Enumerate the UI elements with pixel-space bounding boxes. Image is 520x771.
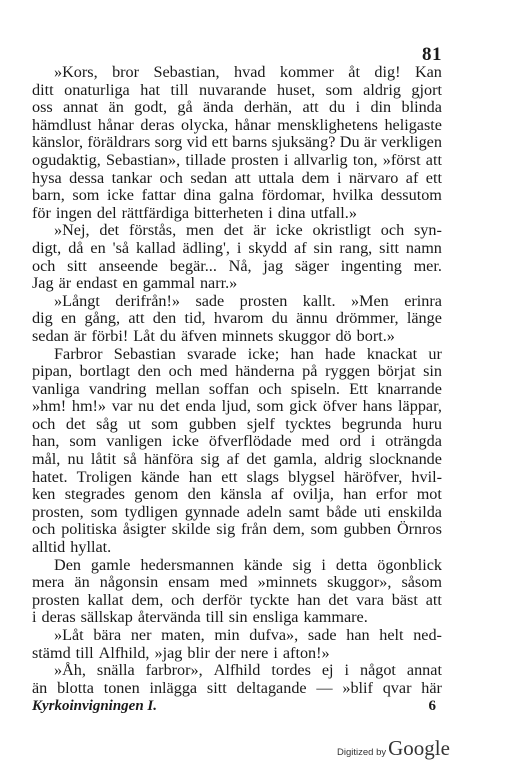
text-line: »hm! hm!» var nu det enda ljud, som gick öfver hans läppar, [32,397,442,416]
text-line: ogudaktig, Sebastian», tillade prosten i allvarlig ton, »först att [32,150,442,169]
text-line: hatet. Troligen kände han ett slags blygsel häröfver, hvil- [32,467,442,486]
text-line: »Nej, det förstås, men det är icke okristligt och syn- [54,221,442,240]
text-line: hämdlust hånar deras olycka, hånar mensklighetens heligaste [32,115,442,134]
body-text [32,64,442,697]
text-line: och sitt anseende begär... Nå, jag säger ingenting mer. [32,256,442,275]
text-line: än blotta tonen inlägga sitt deltagande — »blif qvar här [32,678,442,697]
text-line: prosten, som tydligen gynnade adeln samt både uti enskilda [32,502,442,521]
text-line: alltid hyllat. [32,538,112,557]
text-line: och politiska åsigter skilde sig från dem, som gubben Örnros [32,520,442,539]
text-line: »Kors, bror Sebastian, hvad kommer åt dig! Kan [54,63,442,81]
text-line: mera än någonsin ensam med »minnets skuggor», såsom [32,573,442,592]
text-line: dig en gång, att den tid, hvarom du ännu drömmer, länge [32,309,442,328]
text-line: mål, nu låtit så hänföra sig af det gamla, aldrig slocknande [32,450,442,469]
watermark-prefix: Digitized by [337,747,387,758]
text-line: stämd till Alfhild, »jag blir der nere i afton!» [32,643,330,662]
text-line: oss annat än godt, gå ända derhän, att du i din blinda [32,98,442,117]
text-line: pipan, bortlagt den och med händerna på ryggen börjat sin [32,362,442,381]
footer [32,698,442,715]
text-line: prosten kallat dem, och derför tyckte han det vara bäst att [32,590,442,609]
text-line: digt, då en 'så kallad ädling', i skydd af sin rang, sitt namn [32,238,442,257]
text-line: i deras sällskap återvända till sin ensliga kammare. [32,608,368,627]
text-line: för ingen del rättfärdiga bitterheten i dina utfall.» [32,203,357,222]
signature-mark: 6 [428,698,436,714]
text-line: Farbror Sebastian svarade icke; han hade knackat ur [54,344,442,363]
text-line: ken stegrades genom den känsla af ovilja, han erfor mot [32,485,442,504]
text-line: sedan är förbi! Låt du äfven minnets skuggor dö bort.» [32,326,395,345]
text-line: Jag är endast en gammal narr.» [32,274,238,293]
text-line: »Åh, snälla farbror», Alfhild tordes ej i något annat [54,661,442,680]
text-line: »Låt bära ner maten, min dufva», sade han helt ned- [54,626,442,644]
page-number: 81 [422,44,442,65]
text-line: ditt onaturliga hat till nuvarande huset, som aldrig gjort [32,80,442,99]
watermark-brand: Google [388,736,450,760]
text-line: »Långt derifrån!» sade prosten kallt. »Men erinra [54,291,442,310]
text-line: Den gamle hedersmannen kände sig i detta ögonblick [54,555,442,574]
footer-title: Kyrkoinvigningen I. [32,698,158,714]
text-line: och det såg ut som gubben sjelf tycktes begrunda huru [32,414,442,433]
text-line: barn, som icke fattar dina galna fördomar, hvilka dessutom [32,186,442,205]
text-line: känslor, föräldrars sorg vid ett barns sjuksäng? Du är verkligen [32,133,442,152]
text-line: han, som vanligen icke öfverflödade med ord i oträngda [32,432,442,451]
digitized-watermark [337,736,450,761]
text-line: vanliga vandring mellan soffan och spiseln. Ett knarrande [32,379,442,398]
text-line: hysa dessa tankar och sedan att uttala dem i närvaro af ett [32,168,442,187]
